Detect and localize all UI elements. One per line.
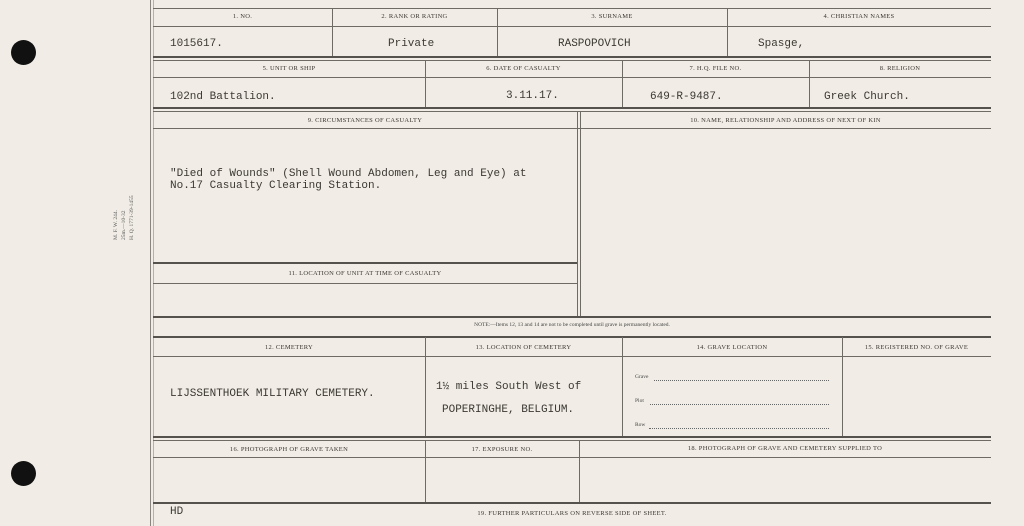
date-value: 3.11.17. [506,90,559,102]
rank-value: Private [388,38,435,50]
margin-line [150,0,151,526]
circumstances-line-2: No.17 Casualty Clearing Station. [170,180,382,192]
christian-names-value: Spasge, [758,38,805,50]
header-cemetery: 12. CEMETERY [264,344,314,351]
punch-hole-bottom [11,461,36,486]
circumstances-line-1: "Died of Wounds" (Shell Wound Abdomen, Leg and Eye) at [170,168,527,180]
header-registered-no: 15. REGISTERED NO. OF GRAVE [864,344,969,351]
unit-value: 102nd Battalion. [170,91,276,103]
header-no: 1. NO. [232,13,253,20]
row-label: Row [635,422,646,428]
grave-label: Grave [635,374,649,380]
hq-file-value: 649-R-9487. [650,91,723,103]
note-text: NOTE:—Items 12, 13 and 14 are not to be completed until grave is permanently located. [474,322,670,328]
header-photo-supplied: 18. PHOTOGRAPH OF GRAVE AND CEMETERY SUPPLIED TO [687,445,883,452]
header-exposure: 17. EXPOSURE NO. [471,446,533,453]
cemetery-location-line-2: POPERINGHE, BELGIUM. [442,404,575,416]
header-religion: 8. RELIGION [879,65,921,72]
surname-value: RASPOPOVICH [558,38,631,50]
clerk-initials: HD [170,506,184,518]
header-circumstances: 9. CIRCUMSTANCES OF CASUALTY [307,117,423,124]
header-surname: 3. SURNAME [591,13,633,20]
plot-label: Plot [635,398,644,404]
header-photo-taken: 16. PHOTOGRAPH OF GRAVE TAKEN [229,446,349,453]
punch-hole-top [11,40,36,65]
cemetery-value: LIJSSENTHOEK MILITARY CEMETERY. [170,388,375,400]
header-date: 6. DATE OF CASUALTY [486,65,561,72]
header-next-of-kin: 10. NAME, RELATIONSHIP AND ADDRESS OF NEXT OF KIN [690,117,881,124]
header-cemetery-location: 13. LOCATION OF CEMETERY [475,344,572,351]
service-number: 1015617. [170,38,223,50]
form-code: M. F. W. 244. 25m.—10-32 H. Q. 1771-39-1455 [113,195,135,240]
footer-further-particulars: 19. FURTHER PARTICULARS ON REVERSE SIDE OF SHEET. [477,510,667,517]
cemetery-location-line-1: 1½ miles South West of [436,381,582,393]
header-christian-names: 4. CHRISTIAN NAMES [823,13,895,20]
religion-value: Greek Church. [824,91,910,103]
header-unit-location: 11. LOCATION OF UNIT AT TIME OF CASUALTY [288,270,442,277]
header-unit: 5. UNIT OR SHIP [262,65,316,72]
header-grave-location: 14. GRAVE LOCATION [696,344,768,351]
header-rank: 2. RANK OR RATING [381,13,448,20]
header-hq-file: 7. H.Q. FILE NO. [689,65,742,72]
